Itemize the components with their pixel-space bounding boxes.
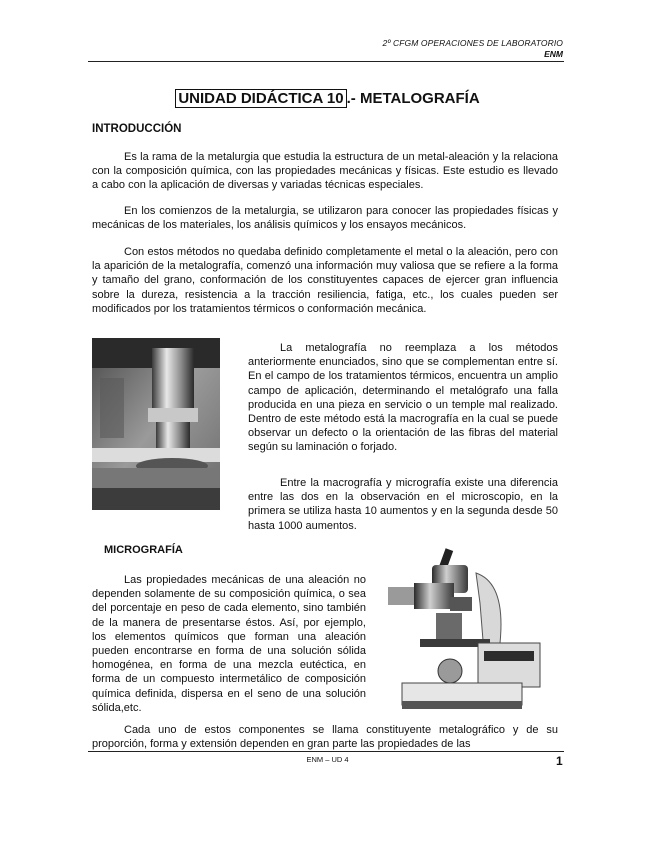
microscope-closeup-photo (92, 338, 220, 510)
paragraph-4: La metalografía no reemplaza a los métodos anteriormente enunciados, sino que se complementan entre sí. En el campo de los tratamientos térmicos, encuentra un amplio campo de aplicación, determinando el metalógrafo una falla producida en una pieza en servicio o un temple mal realizado. Dentro de este método está la macrografía en la cual se puede observar un defecto o la orientación de las fibras del material según su laminación o forjado. (248, 342, 558, 454)
footer-rule (88, 751, 564, 752)
header-school: ENM (544, 49, 563, 59)
paragraph-1: Es la rama de la metalurgia que estudia la estructura de un metal-aleación y la relaciona con la composición química, con las propiedades mecánicas y físicas. Este estudio es llevado a cabo con la aplicación de diversas y variadas técnicas especiales. (92, 151, 558, 192)
page-number: 1 (556, 754, 563, 768)
paragraph-3: Con estos métodos no quedaba definido completamente el metal o la aleación, pero con la aparición de la metalografía, comenzó una información muy valiosa que se refiere a la forma y tamaño del grano, conformación de los constituyentes capaces de ejercer gran influencia sobre la dureza, resistencia a la tracción resiliencia, fatiga, etc., los cuales pueden ser modificados por los tratamientos térmicos o conformación mecánica. (92, 246, 558, 315)
microscope-photo (380, 543, 548, 721)
title-rest: .- METALOGRAFÍA (346, 90, 480, 107)
intro-heading: INTRODUCCIÓN (92, 123, 182, 135)
micrografia-heading: MICROGRAFÍA (104, 544, 183, 556)
paragraph-2: En los comienzos de la metalurgia, se utilizaron para conocer las propiedades físicas y mecánicas de los materiales, los análisis químicos y los ensayos mecánicos. (92, 205, 558, 232)
paragraph-6: Las propiedades mecánicas de una aleación no dependen solamente de su composición química, o sea del porcentaje en peso de cada elemento, sino también de la manera de presentarse éstos. Así, por ejemplo, los elementos químicos que forman una aleación pueden encontrarse en forma de una solución sólida homogénea, en forma de una mezcla eutéctica, en forma de un compuesto intermetálico de composición química definida, dispersa en el seno de una solución sólida,etc. (92, 574, 366, 714)
footer-label: ENM – UD 4 (306, 755, 349, 764)
title-unit-box: UNIDAD DIDÁCTICA 10 (175, 89, 346, 108)
paragraph-5: Entre la macrografía y micrografía existe una diferencia entre las dos en la observación en el microscopio, en la primera se utiliza hasta 10 aumentos y en la segunda desde 50 hasta 1000 aumentos. (248, 477, 558, 532)
page-title (0, 90, 655, 107)
paragraph-7: Cada uno de estos componentes se llama constituyente metalográfico y de su proporción, forma y extensión dependen en gran parte las propiedades de las (92, 724, 558, 751)
header-course: 2º CFGM OPERACIONES DE LABORATORIO (382, 38, 563, 48)
header-rule (88, 61, 564, 62)
